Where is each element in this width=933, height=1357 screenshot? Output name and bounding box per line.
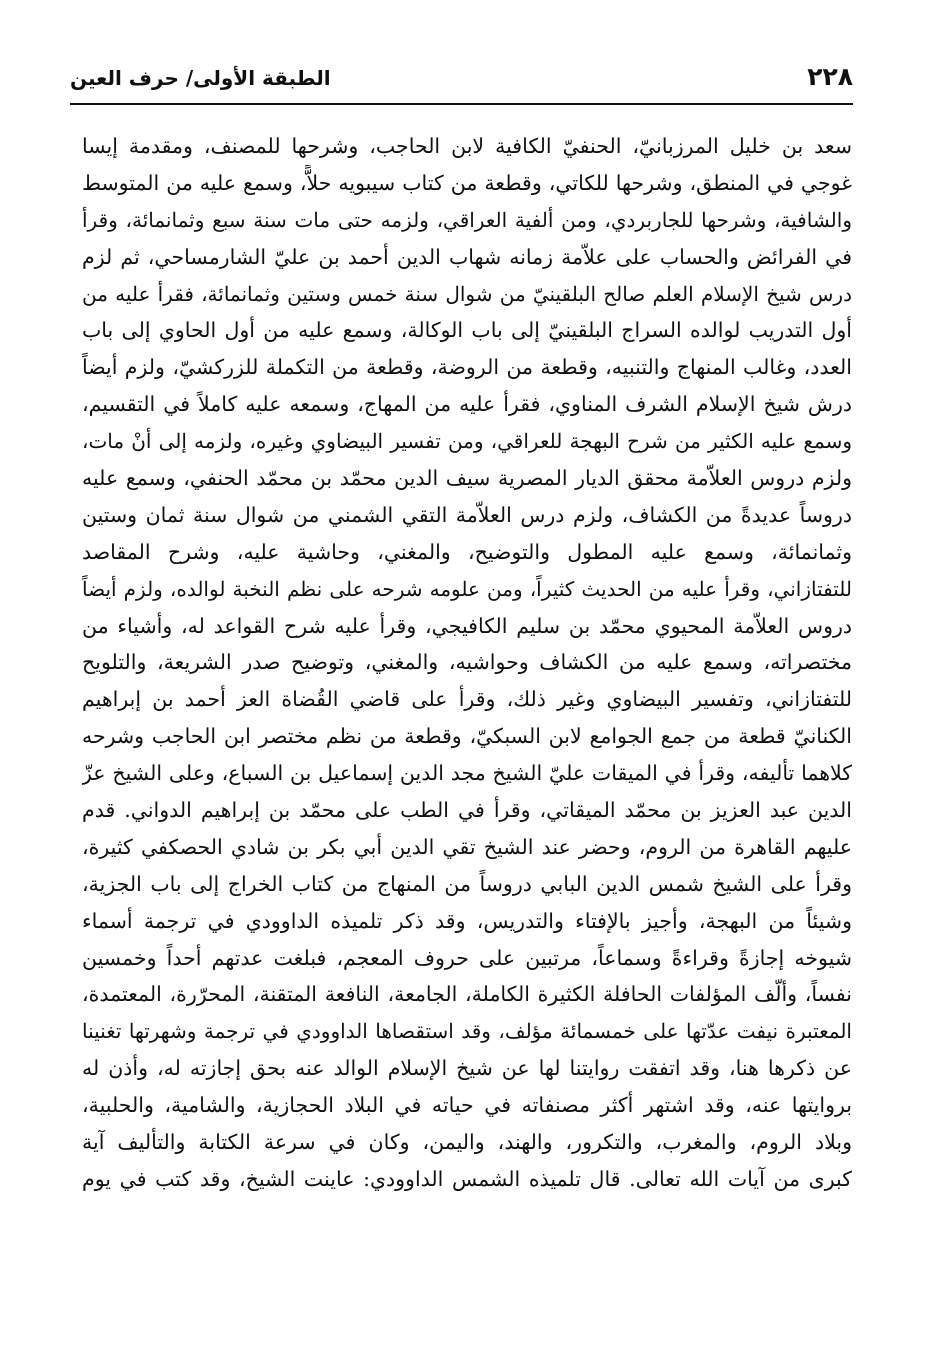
text-line: المعتبرة نيفت عدّتها على خمسمائة مؤلف، وقد استقصاها الداوودي في ترجمة وشهرتها تغنينا <box>82 1019 852 1044</box>
text-line: للتفتازاني، وقرأ عليه من الحديث كثيراً، ومن علومه شرحه على نظم النخبة لوالده، ولزم أيضاً <box>82 576 852 601</box>
text-line: والشافية، وشرحها للجاربردي، ومن ألفية العراقي، ولزمه حتى مات سنة سبع وثمانمائة، وقرأ <box>82 207 852 232</box>
text-line: الكنانيّ قطعة من جمع الجوامع لابن السبكيّ، وقطعة من نظم مختصر ابن الحاجب وشرحه <box>82 724 852 749</box>
text-line: وقرأ على الشيخ شمس الدين البابي دروساً من المنهاج من كتاب الخراج إلى باب الجزية، <box>82 871 852 896</box>
text-line: نفساً، وألّف المؤلفات الحافلة الكثيرة الكاملة، الجامعة، النافعة المتقنة، المحرّرة، المعتمدة، <box>82 982 852 1007</box>
text-line: عن ذكرها هنا، وقد اتفقت روايتنا لها عن شيخ الإسلام الوالد عنه بحق إجازته له، وأذن له <box>82 1056 852 1081</box>
text-line: عليهم القاهرة من الروم، وحضر عند الشيخ تقي الدين أبي بكر بن شادي الحصكفي كثيرة، <box>82 834 852 859</box>
text-line: ولزم دروس العلاّمة محقق الديار المصرية سيف الدين محمّد بن محمّد الحنفي، وسمع عليه <box>82 466 852 491</box>
text-line: دروس العلاّمة المحيوي محمّد بن سليم الكافيجي، وقرأ عليه شرح القواعد له، وأشياء من <box>82 613 852 638</box>
text-line: بروايتها عنه، وقد اشتهر أكثر مصنفاته في حياته في البلاد الحجازية، والشامية، والحلبية، <box>82 1093 852 1118</box>
text-line: وثمانمائة، وسمع عليه المطول والتوضيح، والمغني، وحاشية عليه، وشرح المقاصد <box>82 539 852 564</box>
text-line: سعد بن خليل المرزبانيّ، الحنفيّ الكافية لابن الحاجب، وشرحها للمصنف، ومقدمة إيسا <box>82 134 852 158</box>
page-number: ٢٢٨ <box>807 62 853 91</box>
text-line: أول التدريب لوالده السراج البلقينيّ إلى باب الوكالة، وسمع عليه من أول الحاوي إلى باب <box>82 318 852 343</box>
text-line: شيوخه إجازةً وقراءةً وسماعاً، مرتبين على حروف المعجم، فبلغت عدتهم أحداً وخمسين <box>82 945 852 970</box>
text-line: وبلاد الروم، والمغرب، والتكرور، والهند، واليمن، وكان في سرعة الكتابة والتأليف آية <box>82 1130 852 1155</box>
body-text <box>82 128 852 1198</box>
text-line: غوجي في المنطق، وشرحها للكاتي، وقطعة من كتاب سيبويه حلاًّ، وسمع عليه من المتوسط <box>82 170 852 195</box>
text-line: كلاهما تأليفه، وقرأ في الميقات عليّ الشيخ مجد الدين إسماعيل بن السباع، وعلى الشيخ عزّ <box>82 761 852 786</box>
text-line: الدين عبد العزيز بن محمّد الميقاتي، وقرأ في الطب على محمّد بن إبراهيم الدواني. قدم <box>82 798 852 823</box>
header-rule <box>70 103 853 105</box>
text-line: كبرى من آيات الله تعالى. قال تلميذه الشمس الداوودي: عاينت الشيخ، وقد كتب في يوم <box>82 1166 852 1191</box>
text-line: وشيئاً من البهجة، وأجيز بالإفتاء والتدريس، وقد ذكر تلميذه الداوودي في ترجمة أسماء <box>82 908 852 933</box>
running-title: الطبقة الأولى/ حرف العين <box>70 66 331 90</box>
page-header <box>70 62 853 102</box>
text-line: العدد، وغالب المنهاج والتنبيه، وقطعة من الروضة، وقطعة من التكملة للزركشيّ، ولزم أيضاً <box>82 355 852 380</box>
text-line: للتفتازاني، وتفسير البيضاوي وغير ذلك، وقرأ على قاضي القُضاة العز أحمد بن إبراهيم <box>82 687 852 712</box>
text-line: في الفرائض والحساب على علاّمة زمانه شهاب الدين أحمد بن عليّ الشارمساحي، ثم لزم <box>82 244 852 269</box>
text-line: درش شيخ الإسلام الشرف المناوي، فقرأ عليه من المهاج، وسمعه عليه كاملاً في التقسيم، <box>82 392 852 417</box>
text-line: مختصراته، وسمع عليه من الكشاف وحواشيه، والمغني، وتوضيح صدر الشريعة، والتلويح <box>82 650 852 675</box>
text-line: دروساً عديدةً من الكشاف، ولزم درس العلاّمة التقي الشمني من شوال سنة ثمان وستين <box>82 502 852 527</box>
text-line: درس شيخ الإسلام العلم صالح البلقينيّ من شوال سنة خمس وستين وثمانمائة، فقرأ عليه من <box>82 281 852 306</box>
text-line: وسمع عليه الكثير من شرح البهجة للعراقي، ومن تفسير البيضاوي وغيره، ولزمه إلى أنْ مات، <box>82 429 852 454</box>
